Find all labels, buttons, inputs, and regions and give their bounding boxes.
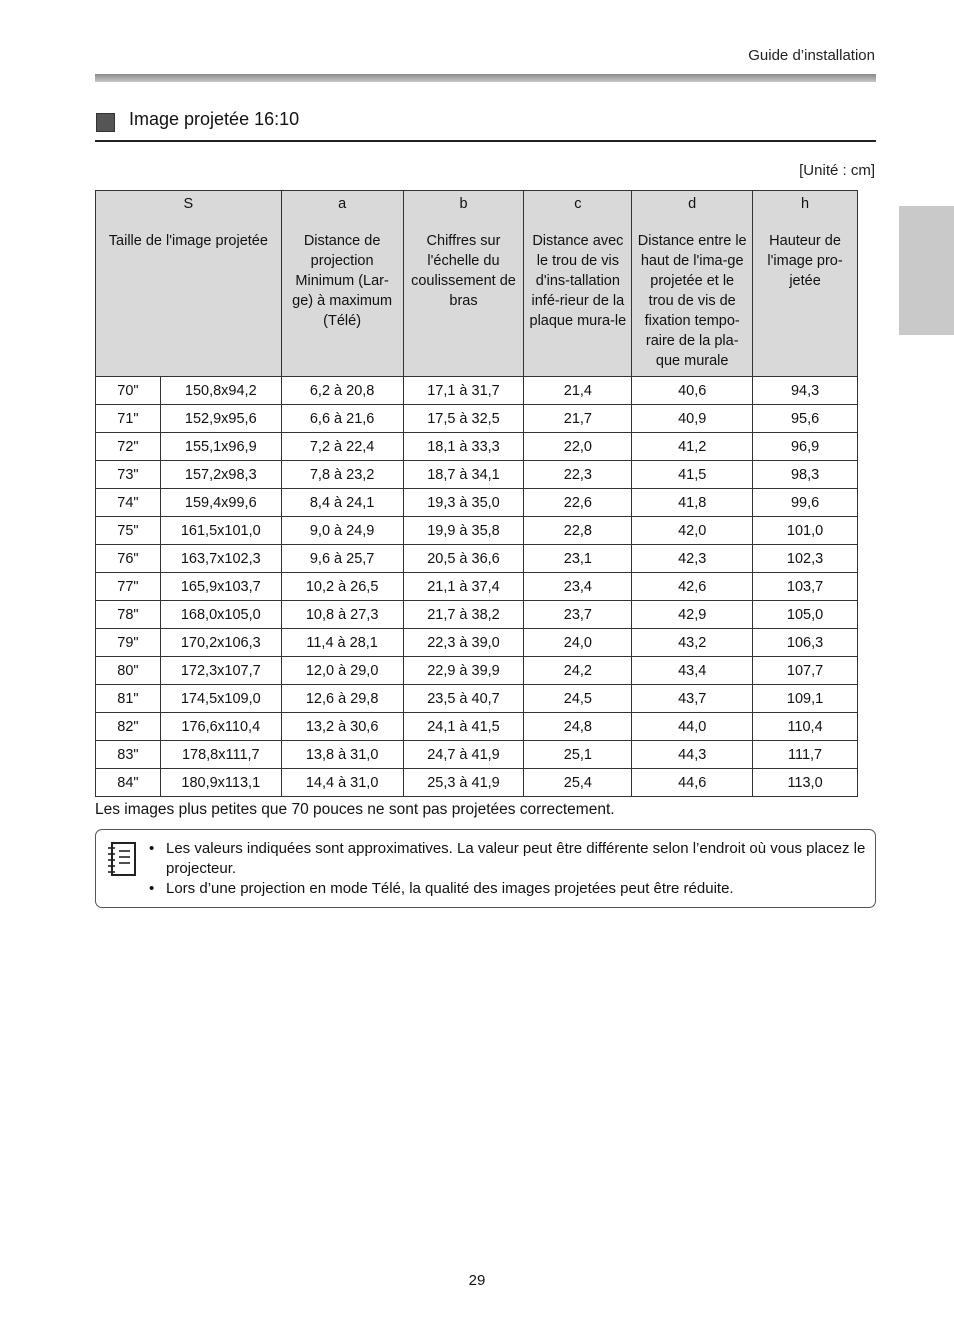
section-square-icon xyxy=(96,113,115,132)
table-cell: 24,2 xyxy=(524,657,632,685)
table-cell: 178,8x111,7 xyxy=(160,741,281,769)
header-cell-b xyxy=(403,191,524,377)
table-cell: 157,2x98,3 xyxy=(160,461,281,489)
table-cell: 22,8 xyxy=(524,517,632,545)
note-item: • Les valeurs indiquées sont approximatives. La valeur peut être différente selon l’endroit où vous placez le projecteur. xyxy=(149,840,866,877)
table-cell: 21,4 xyxy=(524,377,632,405)
header-letter: d xyxy=(688,196,697,212)
table-cell: 176,6x110,4 xyxy=(160,713,281,741)
table-cell: 9,6 à 25,7 xyxy=(281,545,403,573)
note-text: Lors d’une projection en mode Télé, la qualité des images projetées peut être réduite. xyxy=(166,880,734,897)
table-cell: 152,9x95,6 xyxy=(160,405,281,433)
table-cell: 111,7 xyxy=(753,741,858,769)
projection-table xyxy=(95,190,858,797)
table-cell: 42,0 xyxy=(632,517,753,545)
table-cell: 23,5 à 40,7 xyxy=(403,685,524,713)
table-cell: 14,4 à 31,0 xyxy=(281,769,403,797)
table-cell: 41,2 xyxy=(632,433,753,461)
table-row xyxy=(96,713,858,741)
note-text: Les valeurs indiquées sont approximatives. La valeur peut être différente selon l’endroit où vous placez le projecteur. xyxy=(166,840,866,877)
table-cell: 24,1 à 41,5 xyxy=(403,713,524,741)
page-number: 29 xyxy=(468,1272,486,1289)
table-cell: 23,7 xyxy=(524,601,632,629)
table-cell: 22,0 xyxy=(524,433,632,461)
table-cell: 18,7 à 34,1 xyxy=(403,461,524,489)
table-cell: 78" xyxy=(96,601,161,629)
table-cell: 106,3 xyxy=(753,629,858,657)
table-row xyxy=(96,601,858,629)
table-cell: 10,8 à 27,3 xyxy=(281,601,403,629)
table-cell: 76" xyxy=(96,545,161,573)
table-cell: 155,1x96,9 xyxy=(160,433,281,461)
unit-label: [Unité : cm] xyxy=(799,162,875,179)
table-cell: 163,7x102,3 xyxy=(160,545,281,573)
header-description: Distance de projection Minimum (Lar-ge) à maximum (Télé) xyxy=(292,233,393,329)
table-cell: 98,3 xyxy=(753,461,858,489)
table-cell: 12,0 à 29,0 xyxy=(281,657,403,685)
table-cell: 42,3 xyxy=(632,545,753,573)
table-cell: 84" xyxy=(96,769,161,797)
header-letter: h xyxy=(801,196,810,212)
table-cell: 8,4 à 24,1 xyxy=(281,489,403,517)
table-cell: 24,5 xyxy=(524,685,632,713)
table-cell: 110,4 xyxy=(753,713,858,741)
table-cell: 170,2x106,3 xyxy=(160,629,281,657)
table-row xyxy=(96,685,858,713)
table-cell: 74" xyxy=(96,489,161,517)
table-cell: 22,6 xyxy=(524,489,632,517)
table-cell: 168,0x105,0 xyxy=(160,601,281,629)
table-cell: 41,8 xyxy=(632,489,753,517)
table-cell: 71" xyxy=(96,405,161,433)
table-cell: 42,6 xyxy=(632,573,753,601)
table-cell: 22,3 xyxy=(524,461,632,489)
table-body xyxy=(96,377,858,797)
header-description: Distance avec le trou de vis d'ins-tallation infé-rieur de la plaque mura-le xyxy=(529,233,627,329)
table-row xyxy=(96,377,858,405)
table-cell: 94,3 xyxy=(753,377,858,405)
header-letter: S xyxy=(183,196,194,212)
table-cell: 23,1 xyxy=(524,545,632,573)
header-rule xyxy=(95,74,876,82)
table-cell: 20,5 à 36,6 xyxy=(403,545,524,573)
table-cell: 109,1 xyxy=(753,685,858,713)
table-row xyxy=(96,517,858,545)
table-cell: 44,3 xyxy=(632,741,753,769)
table-cell: 44,0 xyxy=(632,713,753,741)
table-cell: 17,5 à 32,5 xyxy=(403,405,524,433)
table-cell: 72" xyxy=(96,433,161,461)
table-cell: 24,8 xyxy=(524,713,632,741)
table-row xyxy=(96,433,858,461)
table-row xyxy=(96,741,858,769)
table-cell: 25,4 xyxy=(524,769,632,797)
note-list xyxy=(149,839,869,899)
header-cell-a xyxy=(281,191,403,377)
table-cell: 25,3 à 41,9 xyxy=(403,769,524,797)
table-row xyxy=(96,489,858,517)
table-cell: 44,6 xyxy=(632,769,753,797)
memo-icon xyxy=(106,840,138,878)
table-cell: 24,7 à 41,9 xyxy=(403,741,524,769)
table-header-row xyxy=(96,191,858,377)
table-cell: 9,0 à 24,9 xyxy=(281,517,403,545)
running-header: Guide d’installation xyxy=(748,47,875,64)
table-cell: 96,9 xyxy=(753,433,858,461)
table-cell: 107,7 xyxy=(753,657,858,685)
table-cell: 41,5 xyxy=(632,461,753,489)
table-cell: 103,7 xyxy=(753,573,858,601)
table-cell: 21,1 à 37,4 xyxy=(403,573,524,601)
table-cell: 95,6 xyxy=(753,405,858,433)
table-cell: 80" xyxy=(96,657,161,685)
note-item: • Lors d’une projection en mode Télé, la qualité des images projetées peut être réduite. xyxy=(149,880,734,897)
header-description: Hauteur de l'image pro-jetée xyxy=(767,233,843,289)
table-row xyxy=(96,545,858,573)
table-cell: 7,8 à 23,2 xyxy=(281,461,403,489)
table-cell: 75" xyxy=(96,517,161,545)
header-description: Taille de l'image projetée xyxy=(108,233,268,249)
table-cell: 113,0 xyxy=(753,769,858,797)
table-row xyxy=(96,405,858,433)
table-row xyxy=(96,769,858,797)
table-cell: 82" xyxy=(96,713,161,741)
table-cell: 19,3 à 35,0 xyxy=(403,489,524,517)
table-cell: 174,5x109,0 xyxy=(160,685,281,713)
header-description: Distance entre le haut de l'ima-ge projetée et le trou de vis de fixation tempo-raire de la pla-que murale xyxy=(637,233,747,369)
table-cell: 79" xyxy=(96,629,161,657)
section-heading xyxy=(95,108,876,142)
table-cell: 25,1 xyxy=(524,741,632,769)
table-cell: 23,4 xyxy=(524,573,632,601)
header-cell-h xyxy=(753,191,858,377)
table-cell: 70" xyxy=(96,377,161,405)
table-cell: 11,4 à 28,1 xyxy=(281,629,403,657)
table-cell: 105,0 xyxy=(753,601,858,629)
header-cell-d xyxy=(632,191,753,377)
table-cell: 21,7 xyxy=(524,405,632,433)
table-cell: 43,4 xyxy=(632,657,753,685)
table-cell: 180,9x113,1 xyxy=(160,769,281,797)
table-cell: 19,9 à 35,8 xyxy=(403,517,524,545)
table-cell: 13,8 à 31,0 xyxy=(281,741,403,769)
table-cell: 17,1 à 31,7 xyxy=(403,377,524,405)
chapter-side-tab xyxy=(899,206,954,335)
table-cell: 22,9 à 39,9 xyxy=(403,657,524,685)
table-cell: 7,2 à 22,4 xyxy=(281,433,403,461)
header-letter: b xyxy=(459,196,468,212)
table-cell: 10,2 à 26,5 xyxy=(281,573,403,601)
table-cell: 6,6 à 21,6 xyxy=(281,405,403,433)
table-cell: 161,5x101,0 xyxy=(160,517,281,545)
table-cell: 165,9x103,7 xyxy=(160,573,281,601)
table-cell: 43,2 xyxy=(632,629,753,657)
table-cell: 81" xyxy=(96,685,161,713)
header-cell-c xyxy=(524,191,632,377)
table-row xyxy=(96,629,858,657)
table-cell: 12,6 à 29,8 xyxy=(281,685,403,713)
table-cell: 101,0 xyxy=(753,517,858,545)
table-cell: 42,9 xyxy=(632,601,753,629)
table-cell: 40,6 xyxy=(632,377,753,405)
header-letter: c xyxy=(574,196,582,212)
table-cell: 24,0 xyxy=(524,629,632,657)
table-cell: 99,6 xyxy=(753,489,858,517)
table-row xyxy=(96,657,858,685)
table-cell: 40,9 xyxy=(632,405,753,433)
table-cell: 13,2 à 30,6 xyxy=(281,713,403,741)
table-cell: 43,7 xyxy=(632,685,753,713)
table-cell: 6,2 à 20,8 xyxy=(281,377,403,405)
table-row xyxy=(96,461,858,489)
table-cell: 83" xyxy=(96,741,161,769)
footnote: Les images plus petites que 70 pouces ne sont pas projetées correctement. xyxy=(95,801,615,818)
table-cell: 102,3 xyxy=(753,545,858,573)
table-cell: 18,1 à 33,3 xyxy=(403,433,524,461)
table-cell: 159,4x99,6 xyxy=(160,489,281,517)
table-cell: 172,3x107,7 xyxy=(160,657,281,685)
table-cell: 73" xyxy=(96,461,161,489)
note-box xyxy=(95,829,876,908)
header-description: Chiffres sur l'échelle du coulissement de bras xyxy=(411,233,516,309)
header-letter: a xyxy=(338,196,347,212)
header-cell-S xyxy=(96,191,282,377)
table-row xyxy=(96,573,858,601)
section-title: Image projetée 16:10 xyxy=(129,109,300,129)
table-cell: 22,3 à 39,0 xyxy=(403,629,524,657)
table-cell: 77" xyxy=(96,573,161,601)
table-cell: 21,7 à 38,2 xyxy=(403,601,524,629)
table-cell: 150,8x94,2 xyxy=(160,377,281,405)
